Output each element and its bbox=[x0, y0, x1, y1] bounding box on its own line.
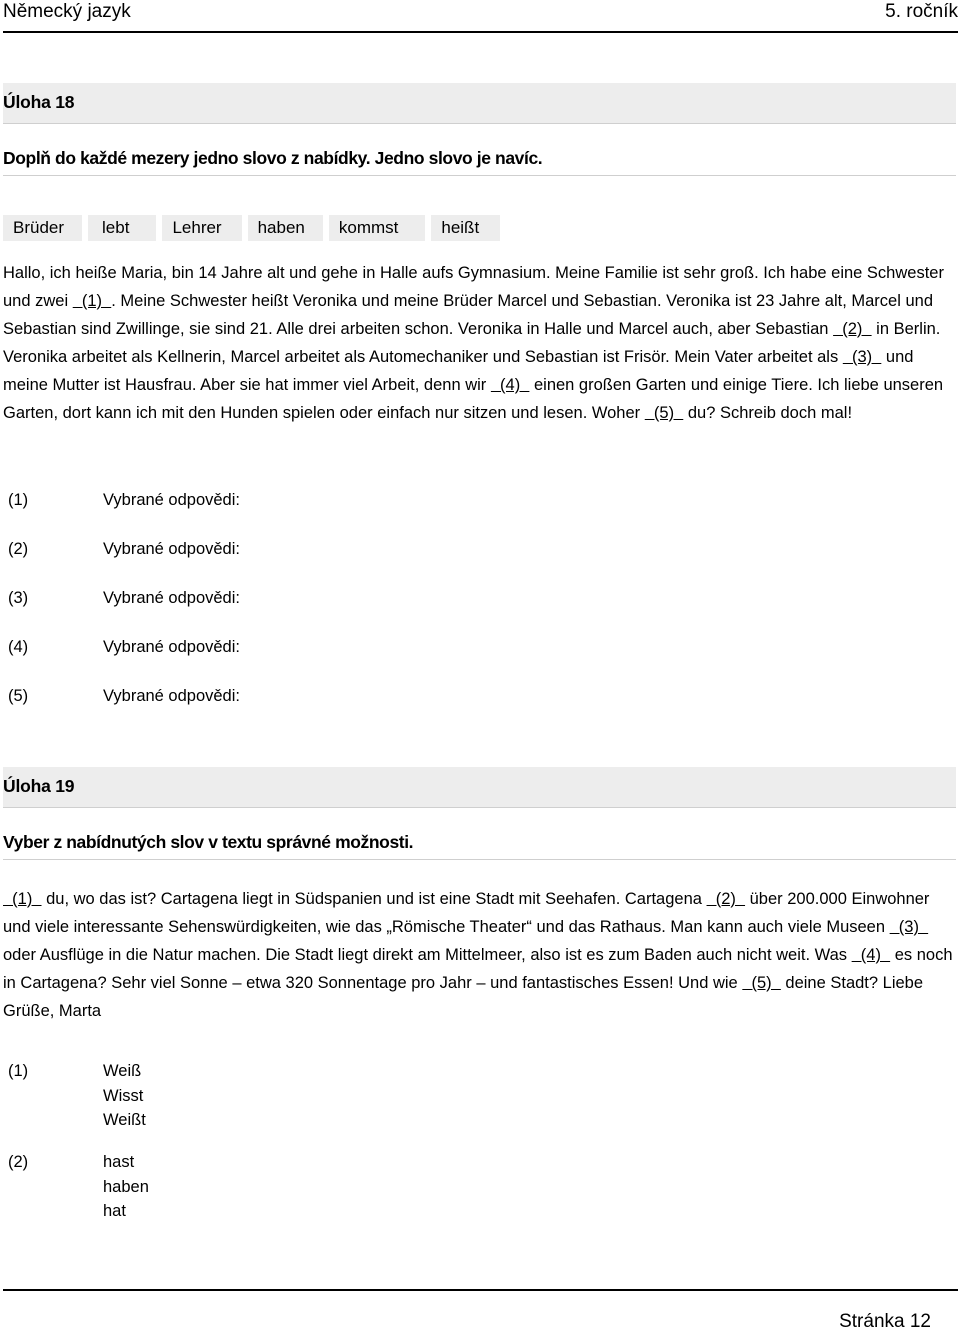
text-segment: du? Schreib doch mal! bbox=[683, 404, 853, 422]
task-19-title: Úloha 19 bbox=[3, 776, 75, 796]
gap-4: (4) bbox=[490, 376, 530, 394]
gap-2: (2) bbox=[706, 890, 746, 908]
text-segment: es noch in Cartagena? Sehr viel Sonne – etwa 320 Sonnentage pro Jahr – und fantastisches Essen! Und wie bbox=[3, 946, 953, 992]
footer-divider bbox=[3, 1289, 958, 1291]
word-chip: heißt bbox=[431, 215, 500, 241]
answer-row[interactable] bbox=[8, 638, 608, 662]
task-19-instruction: Vyber z nabídnutých slov v textu správné možnosti. bbox=[3, 832, 414, 852]
grade-label: 5. ročník bbox=[885, 1, 958, 22]
word-chip: Lehrer bbox=[162, 215, 241, 241]
page-number: Stránka 12 bbox=[839, 1311, 931, 1332]
task-19-header bbox=[3, 767, 956, 808]
page-header bbox=[0, 0, 960, 34]
choice-option[interactable]: hast bbox=[103, 1153, 135, 1171]
choice-number: (2) bbox=[8, 1153, 29, 1171]
answer-number: (5) bbox=[8, 687, 29, 705]
answer-number: (4) bbox=[8, 638, 29, 656]
answer-row[interactable] bbox=[8, 687, 608, 711]
text-segment: . Meine Schwester heißt Veronika und meine Brüder Marcel und Sebastian. Veronika ist 23 Jahre alt, Marcel und Sebastian sind Zwillinge, sie sind 21. Alle drei arbeiten schon. Veronika in Halle und Marcel auch, aber Sebastian bbox=[3, 292, 934, 338]
text-segment: über 200.000 Einwohner und viele interessante Sehenswürdigkeiten, wie das „Römische Theater“ und das Rathaus. Man kann auch viele Museen bbox=[3, 890, 930, 936]
text-segment: einen großen Garten und einige Tiere. Ich liebe unseren Garten, dort kann ich mit den Hunden spielen oder einfach nur sitzen und lesen. Woher bbox=[3, 376, 944, 422]
text-segment: Hallo, ich heiße Maria, bin 14 Jahre alt und gehe in Halle aufs Gymnasium. Meine Familie ist sehr groß. Ich habe eine Schwester und zwei bbox=[3, 264, 944, 310]
choice-option[interactable]: hat bbox=[103, 1202, 126, 1220]
answer-number: (3) bbox=[8, 589, 29, 607]
choice-options bbox=[103, 1150, 303, 1224]
task-18-title: Úloha 18 bbox=[3, 92, 75, 112]
word-chip: kommst bbox=[329, 215, 426, 241]
answer-label: Vybrané odpovědi: bbox=[103, 687, 240, 705]
choice-option[interactable]: Weiß bbox=[103, 1062, 142, 1080]
gap-1: (1) bbox=[72, 292, 112, 310]
task-19-instruction-row bbox=[3, 829, 956, 860]
subject-title: Německý jazyk bbox=[3, 1, 131, 22]
answer-label: Vybrané odpovědi: bbox=[103, 540, 240, 558]
gap-5: (5) bbox=[644, 404, 684, 422]
answer-number: (1) bbox=[8, 491, 29, 509]
choice-option[interactable]: Weißt bbox=[103, 1111, 146, 1129]
word-chip: Brüder bbox=[3, 215, 82, 241]
word-chip: haben bbox=[248, 215, 323, 241]
choice-number: (1) bbox=[8, 1062, 29, 1080]
word-bank bbox=[3, 215, 500, 241]
task-18-header bbox=[3, 83, 956, 124]
gap-3: (3) bbox=[842, 348, 882, 366]
task-18-instruction-row bbox=[3, 145, 956, 176]
answer-row[interactable] bbox=[8, 540, 608, 564]
answer-row[interactable] bbox=[8, 491, 608, 515]
text-segment: oder Ausflüge in die Natur machen. Die Stadt liegt direkt am Mittelmeer, also ist es zum Baden auch nicht weit. Was bbox=[3, 946, 852, 964]
gap-1: (1) bbox=[3, 890, 42, 908]
choice-options bbox=[103, 1059, 303, 1133]
text-segment: deine Stadt? Liebe Grüße, Marta bbox=[3, 974, 924, 1020]
gap-4: (4) bbox=[851, 946, 891, 964]
answer-label: Vybrané odpovědi: bbox=[103, 491, 240, 509]
text-segment: in Berlin. Veronika arbeitet als Kellnerin, Marcel arbeitet als Automechaniker und Sebastian ist Frisör. Mein Vater arbeitet als bbox=[3, 320, 941, 366]
gap-2: (2) bbox=[833, 320, 872, 338]
choice-option[interactable]: Wisst bbox=[103, 1086, 144, 1105]
task-18-instruction: Doplň do každé mezery jedno slovo z nabídky. Jedno slovo je navíc. bbox=[3, 148, 543, 168]
answer-row[interactable] bbox=[8, 589, 608, 613]
task-19-text bbox=[3, 885, 958, 1025]
choice-option[interactable]: haben bbox=[103, 1177, 149, 1196]
task-18-text bbox=[3, 259, 958, 427]
answer-label: Vybrané odpovědi: bbox=[103, 638, 240, 656]
answer-label: Vybrané odpovědi: bbox=[103, 589, 240, 607]
gap-5: (5) bbox=[742, 974, 781, 992]
answer-number: (2) bbox=[8, 540, 29, 558]
text-segment: und meine Mutter ist Hausfrau. Aber sie hat immer viel Arbeit, denn wir bbox=[3, 348, 914, 394]
header-divider bbox=[3, 31, 958, 33]
gap-3: (3) bbox=[889, 918, 929, 936]
word-chip: lebt bbox=[88, 215, 156, 241]
text-segment: du, wo das ist? Cartagena liegt in Südspanien und ist eine Stadt mit Seehafen. Cartagena bbox=[41, 890, 707, 908]
